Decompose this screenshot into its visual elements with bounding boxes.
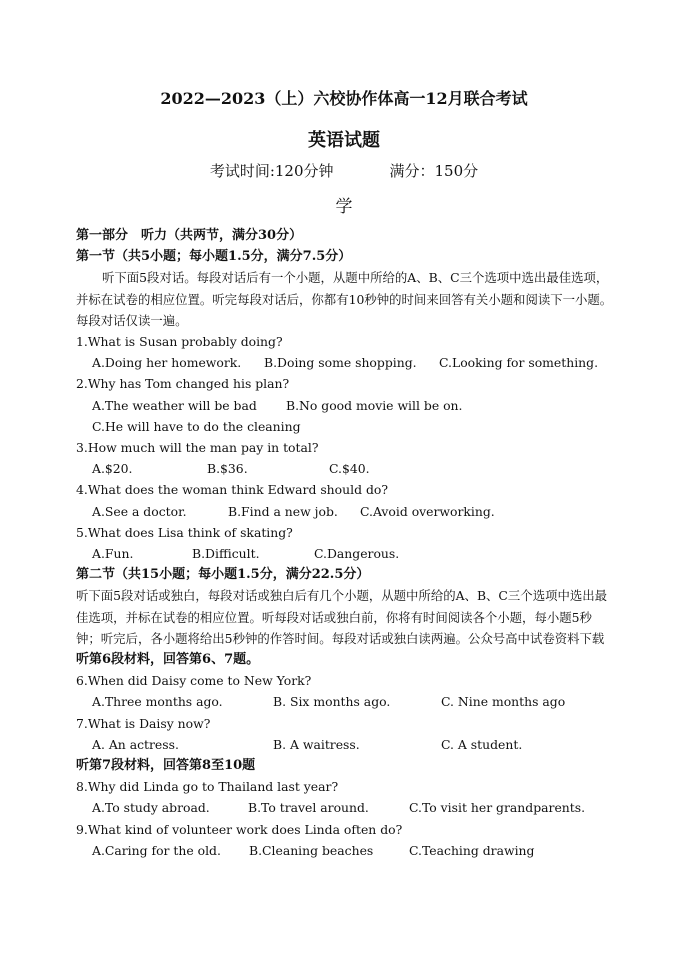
option-c: C.Looking for something. — [439, 355, 599, 371]
time-label: 考试时间:120分钟 — [209, 162, 334, 180]
options-8 — [76, 797, 616, 818]
option-c: C.To visit her grandparents. — [409, 800, 586, 816]
options-5 — [76, 543, 616, 564]
option-a: A.See a doctor. — [92, 503, 187, 519]
option-b: B. Six months ago. — [273, 694, 391, 710]
section1-heading: 第一节（共5小题；每小题1.5分，满分7.5分） — [76, 249, 352, 265]
option-a: A.Fun. — [92, 546, 134, 562]
material-6-heading: 听第6段材料，回答第6、7题。 — [76, 652, 260, 668]
option-a: A.Doing her homework. — [92, 355, 242, 371]
option-b: B.Difficult. — [192, 546, 260, 562]
exam-title: 2022—2023（上）六校协作体高一12月联合考试 — [160, 89, 528, 108]
options-1 — [76, 352, 616, 373]
options-2 — [76, 395, 616, 416]
options-6 — [76, 691, 616, 712]
option-a: A. An actress. — [92, 736, 179, 752]
option-a: A.$20. — [92, 461, 133, 477]
subject-title: 英语试题 — [308, 130, 380, 151]
option-c: C.Avoid overworking. — [360, 503, 495, 519]
option-b: B.Doing some shopping. — [264, 355, 417, 371]
section2-heading: 第二节（共15小题；每小题1.5分，满分22.5分） — [76, 567, 370, 583]
option-a: A.Three months ago. — [92, 694, 223, 710]
option-c: C. Nine months ago — [441, 694, 566, 710]
option-b: B. A waitress. — [273, 736, 360, 752]
question-2: 2.Why has Tom changed his plan? — [76, 376, 290, 392]
stray-char: 学 — [335, 197, 353, 217]
option-c: C. A student. — [441, 736, 523, 752]
exam-content — [76, 225, 616, 861]
exam-info — [0, 160, 688, 181]
option-b: B.Find a new job. — [228, 503, 338, 519]
option-a: A.The weather will be bad — [92, 397, 257, 413]
question-7: 7.What is Daisy now? — [76, 715, 211, 731]
question-5: 5.What does Lisa think of skating? — [76, 524, 293, 540]
question-1: 1.What is Susan probably doing? — [76, 334, 283, 350]
question-9: 9.What kind of volunteer work does Linda often do? — [76, 821, 403, 837]
options-9 — [76, 840, 616, 861]
options-2-c — [76, 416, 616, 437]
option-b: B.$36. — [207, 461, 248, 477]
option-a: A.Caring for the old. — [92, 842, 221, 858]
options-3 — [76, 458, 616, 479]
options-4 — [76, 501, 616, 522]
options-7 — [76, 734, 616, 755]
section2-instructions: 听下面5段对话或独白，每段对话或独白后有几个小题，从题中所给的A、B、C三个选项中选出最佳选项，并标在试卷的相应位置。听每段对话或独白前，你将有时间阅读各个小题，每小题5秒钟；听完后，各小题将给出5秒钟的作答时间。每段对话或独白读两遍。公众号高中试卷资料下载 — [76, 588, 608, 646]
option-c: C.Dangerous. — [314, 546, 400, 562]
part1-heading: 第一部分 听力（共两节，满分30分） — [76, 228, 303, 243]
option-c: C.Teaching drawing — [409, 842, 535, 858]
option-b: B.To travel around. — [248, 800, 369, 816]
option-b: B.Cleaning beaches — [249, 842, 374, 858]
question-3: 3.How much will the man pay in total? — [76, 440, 319, 456]
question-4: 4.What does the woman think Edward should do? — [76, 482, 388, 498]
question-6: 6.When did Daisy come to New York? — [76, 673, 312, 689]
option-c: C.He will have to do the cleaning — [92, 418, 301, 434]
option-b: B.No good movie will be on. — [286, 397, 463, 413]
option-c: C.$40. — [329, 461, 370, 477]
option-a: A.To study abroad. — [92, 800, 210, 816]
question-8: 8.Why did Linda go to Thailand last year? — [76, 779, 339, 795]
section1-instructions: 听下面5段对话。每段对话后有一个小题，从题中所给的A、B、C三个选项中选出最佳选项，并标在试卷的相应位置。听完每段对话后，你都有10秒钟的时间来回答有关小题和阅读下一小题。每段对话仅读一遍。 — [76, 270, 613, 328]
material-7-heading: 听第7段材料，回答第8至10题 — [76, 758, 256, 774]
score-label: 满分：150分 — [389, 162, 479, 180]
